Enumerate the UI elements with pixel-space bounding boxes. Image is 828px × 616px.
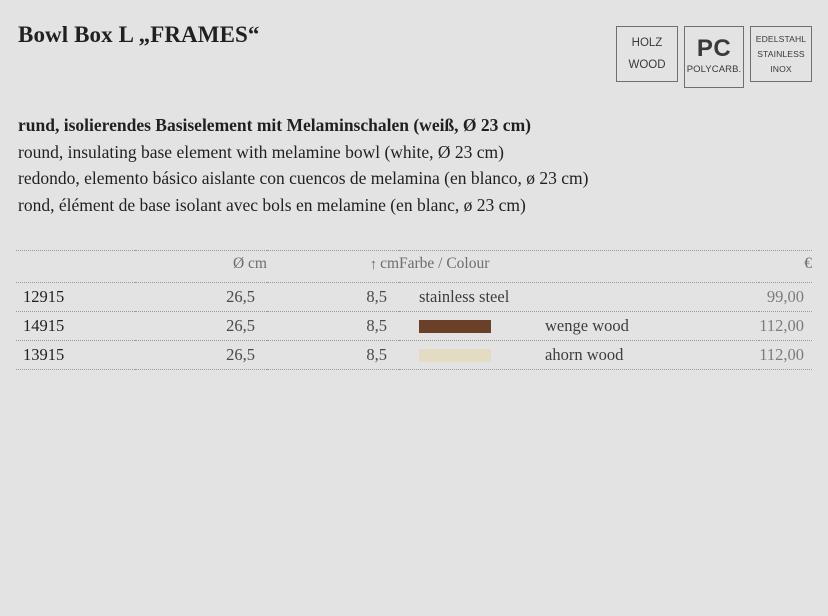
header-diameter: Ø cm	[232, 255, 267, 272]
colour-label: wenge wood	[545, 316, 629, 335]
table-body	[16, 283, 812, 370]
table-header-row	[16, 251, 812, 283]
cell-price: 112,00	[759, 316, 804, 335]
table-header	[16, 251, 812, 283]
table-row	[16, 341, 812, 370]
colour-cell-inner	[419, 312, 759, 340]
cell-height: 8,5	[366, 316, 387, 335]
cell-diameter: 26,5	[226, 345, 255, 364]
cell-article-number: 12915	[23, 287, 65, 306]
cell-article-number: 14915	[23, 316, 65, 335]
material-wood-line-1: HOLZ	[631, 37, 663, 50]
material-stainless-badge	[750, 26, 812, 82]
article-table-wrapper	[16, 250, 812, 370]
description-block	[18, 112, 808, 218]
material-wood-line-2: WOOD	[628, 59, 666, 71]
colour-label: ahorn wood	[545, 345, 624, 364]
cell-price: 112,00	[759, 345, 804, 364]
height-arrow-icon: ↑	[369, 257, 378, 273]
cell-diameter: 26,5	[226, 287, 255, 306]
header-article	[16, 251, 135, 283]
colour-cell-inner	[419, 283, 759, 311]
table-row	[16, 283, 812, 312]
cell-diameter: 26,5	[226, 316, 255, 335]
table-row	[16, 312, 812, 341]
cell-price: 99,00	[766, 287, 804, 306]
colour-swatch	[419, 349, 491, 362]
cell-colour	[399, 341, 759, 370]
cell-colour	[399, 312, 759, 341]
description-de: rund, isolierendes Basiselement mit Melaminschalen (weiß, Ø 23 cm)	[18, 115, 531, 135]
description-fr: rond, élément de base isolant avec bols en melamine (en blanc, ø 23 cm)	[18, 194, 526, 215]
cell-colour	[399, 283, 759, 312]
material-stainless-line-1: EDELSTAHL	[755, 33, 807, 44]
cell-height: 8,5	[366, 287, 387, 306]
material-stainless-line-2: STAINLESS	[757, 48, 805, 59]
material-badge-group	[616, 26, 812, 88]
header-height-label: cm	[380, 255, 399, 272]
header-height	[267, 251, 399, 283]
article-table	[16, 250, 812, 370]
cell-article-number: 13915	[23, 345, 65, 364]
material-stainless-line-3: INOX	[770, 64, 792, 75]
header-colour: Farbe / Colour	[399, 255, 490, 272]
description-es: redondo, elemento básico aislante con cuencos de melamina (en blanco, ø 23 cm)	[18, 168, 589, 188]
header-price: €	[804, 255, 812, 272]
colour-swatch	[419, 320, 491, 333]
colour-cell-inner	[419, 341, 759, 369]
colour-label: stainless steel	[419, 287, 510, 306]
page-title: Bowl Box L „FRAMES“	[18, 22, 260, 47]
description-en: round, insulating base element with melamine bowl (white, Ø 23 cm)	[18, 141, 505, 162]
material-pc-abbreviation: PC	[696, 35, 732, 63]
cell-height: 8,5	[366, 345, 387, 364]
material-wood-badge	[616, 26, 678, 82]
material-polycarbonate-badge	[684, 26, 744, 88]
material-pc-label: POLYCARB.	[686, 63, 742, 75]
